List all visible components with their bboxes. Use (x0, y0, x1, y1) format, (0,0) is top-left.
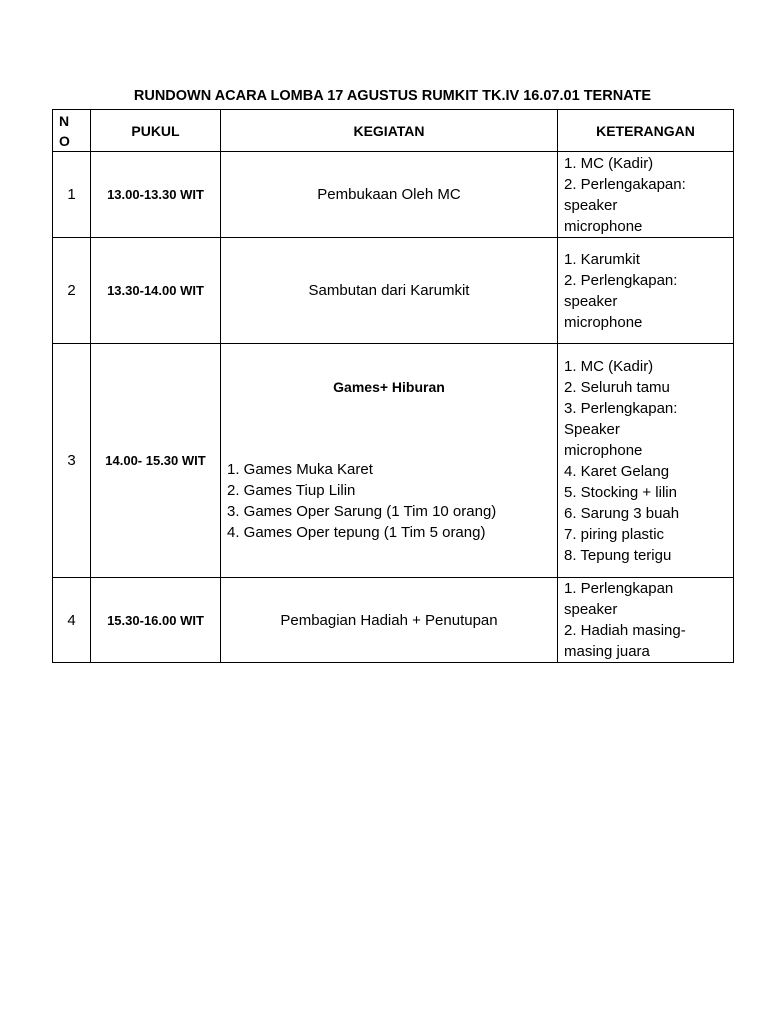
keterangan-line: 2. Perlengakapan: (564, 175, 686, 193)
keterangan-line: 2. Hadiah masing- (564, 622, 686, 639)
header-kegiatan: KEGIATAN (221, 110, 558, 152)
keterangan-line: 1. MC (Kadir) (564, 357, 654, 375)
keterangan-line: 3. Perlengkapan: (564, 399, 678, 417)
row-no: 1 (53, 152, 91, 238)
row-keterangan (558, 238, 734, 344)
keterangan-line: 8. Tepung terigu (564, 546, 672, 564)
header-no-line1: N (59, 112, 70, 129)
games-item: 2. Games Tiup Lilin (227, 482, 356, 499)
header-no (53, 110, 91, 152)
row-kegiatan: Sambutan dari Karumkit (221, 238, 558, 344)
row-pukul: 15.30-16.00 WIT (91, 578, 221, 663)
row-kegiatan (221, 344, 558, 578)
row-keterangan (558, 578, 734, 663)
keterangan-line: microphone (564, 217, 643, 235)
row-keterangan (558, 152, 734, 238)
row-pukul: 13.30-14.00 WIT (91, 238, 221, 344)
keterangan-line: 1. Karumkit (564, 250, 640, 268)
row-no: 2 (53, 238, 91, 344)
table-row (53, 238, 734, 344)
keterangan-line: microphone (564, 313, 643, 331)
header-no-line2: O (59, 132, 70, 149)
keterangan-line: 2. Perlengkapan: (564, 271, 678, 289)
row-pukul: 14.00- 15.30 WIT (91, 344, 221, 578)
games-item: 3. Games Oper Sarung (1 Tim 10 orang) (227, 503, 497, 520)
document-title: RUNDOWN ACARA LOMBA 17 AGUSTUS RUMKIT TK.IV 16.07.01 TERNATE (133, 88, 652, 104)
keterangan-line: Speaker (564, 420, 620, 438)
games-list (227, 459, 551, 543)
row-kegiatan: Pembagian Hadiah + Penutupan (221, 578, 558, 663)
header-keterangan: KETERANGAN (558, 110, 734, 152)
row-pukul: 13.00-13.30 WIT (91, 152, 221, 238)
row-no: 4 (53, 578, 91, 663)
keterangan-line: speaker (564, 196, 618, 214)
keterangan-line: 1. Perlengkapan (564, 580, 674, 597)
row-keterangan (558, 344, 734, 578)
keterangan-line: microphone (564, 441, 643, 459)
keterangan-line: masing juara (564, 643, 650, 660)
table-row (53, 344, 734, 578)
row-kegiatan: Pembukaan Oleh MC (221, 152, 558, 238)
keterangan-line: 2. Seluruh tamu (564, 378, 670, 396)
row-no: 3 (53, 344, 91, 578)
keterangan-line: 5. Stocking + lilin (564, 483, 677, 501)
keterangan-line: speaker (564, 292, 618, 310)
keterangan-line: 4. Karet Gelang (564, 462, 670, 480)
keterangan-line: 6. Sarung 3 buah (564, 504, 680, 522)
games-item: 4. Games Oper tepung (1 Tim 5 orang) (227, 524, 486, 541)
games-item: 1. Games Muka Karet (227, 461, 373, 478)
games-title: Games+ Hiburan (333, 379, 445, 395)
rundown-table (52, 109, 734, 663)
table-row (53, 152, 734, 238)
table-row (53, 578, 734, 663)
table-header-row (53, 110, 734, 152)
keterangan-line: 7. piring plastic (564, 525, 665, 543)
keterangan-line: 1. MC (Kadir) (564, 154, 654, 172)
keterangan-line: speaker (564, 601, 618, 618)
header-pukul: PUKUL (91, 110, 221, 152)
